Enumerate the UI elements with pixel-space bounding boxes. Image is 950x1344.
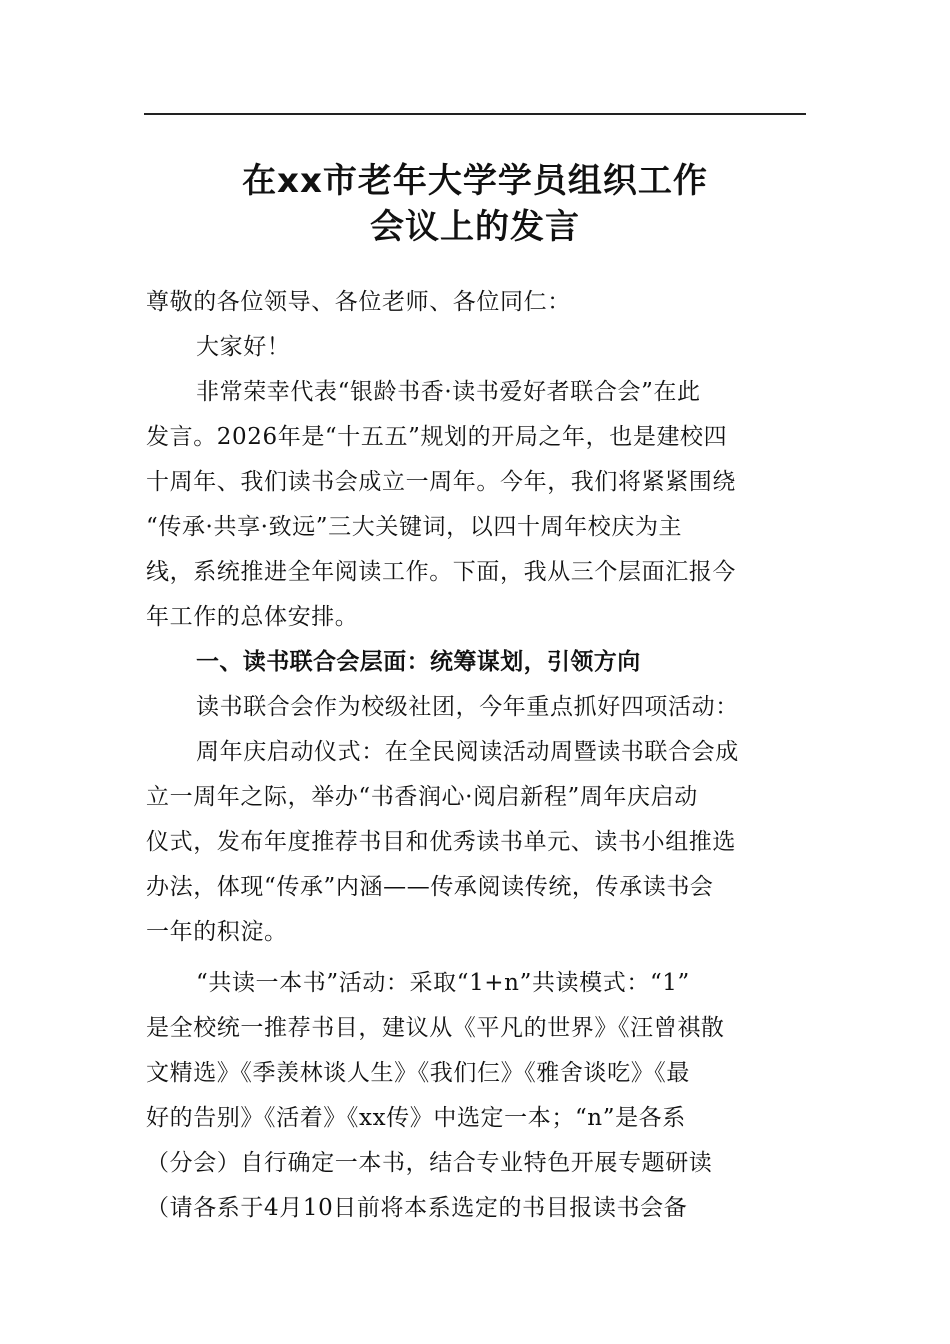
paragraph-line: 发言。2026年是“十五五”规划的开局之年，也是建校四 (146, 424, 728, 450)
salutation: 尊敬的各位领导、各位老师、各位同仁： (146, 289, 571, 315)
document-title-line-2: 会议上的发言 (370, 207, 580, 247)
paragraph-line: 好的告别》《活着》《xx传》中选定一本；“n”是各系 (146, 1105, 686, 1131)
header-rule (144, 113, 806, 115)
greeting: 大家好！ (196, 334, 291, 360)
paragraph-line: 非常荣幸代表“银龄书香·读书爱好者联合会”在此 (196, 379, 701, 405)
paragraph-line: 是全校统一推荐书目，建议从《平凡的世界》《汪曾祺散 (146, 1015, 725, 1041)
paragraph-line: 十周年、我们读书会成立一周年。今年，我们将紧紧围绕 (146, 469, 736, 495)
document-title-line-1: 在xx市老年大学学员组织工作 (242, 161, 708, 201)
paragraph-line: 仪式，发布年度推荐书目和优秀读书单元、读书小组推选 (146, 829, 736, 855)
document-body (146, 280, 806, 1231)
paragraph-line: （分会）自行确定一本书，结合专业特色开展专题研读 (146, 1150, 713, 1176)
paragraph-line: 线，系统推进全年阅读工作。下面，我从三个层面汇报今 (146, 559, 736, 585)
paragraph-line: 文精选》《季羡林谈人生》《我们仨》《雅舍谈吃》《最 (146, 1060, 690, 1086)
paragraph-line: 周年庆启动仪式：在全民阅读活动周暨读书联合会成 (196, 739, 739, 765)
paragraph-line: 一年的积淀。 (146, 919, 288, 945)
paragraph-line: “传承·共享·致远”三大关键词，以四十周年校庆为主 (146, 514, 683, 540)
paragraph-line: 立一周年之际，举办“书香润心·阅启新程”周年庆启动 (146, 784, 698, 810)
paragraph-line: （请各系于4月10日前将本系选定的书目报读书会备 (146, 1195, 688, 1221)
paragraph-line: 读书联合会作为校级社团，今年重点抓好四项活动： (196, 694, 739, 720)
section-heading: 一、读书联合会层面：统筹谋划，引领方向 (196, 649, 641, 675)
paragraph-line: 年工作的总体安排。 (146, 604, 359, 630)
paragraph-line: 办法，体现“传承”内涵——传承阅读传统，传承读书会 (146, 874, 714, 900)
paragraph-line: “共读一本书”活动：采取“1+n”共读模式：“1” (196, 970, 690, 996)
